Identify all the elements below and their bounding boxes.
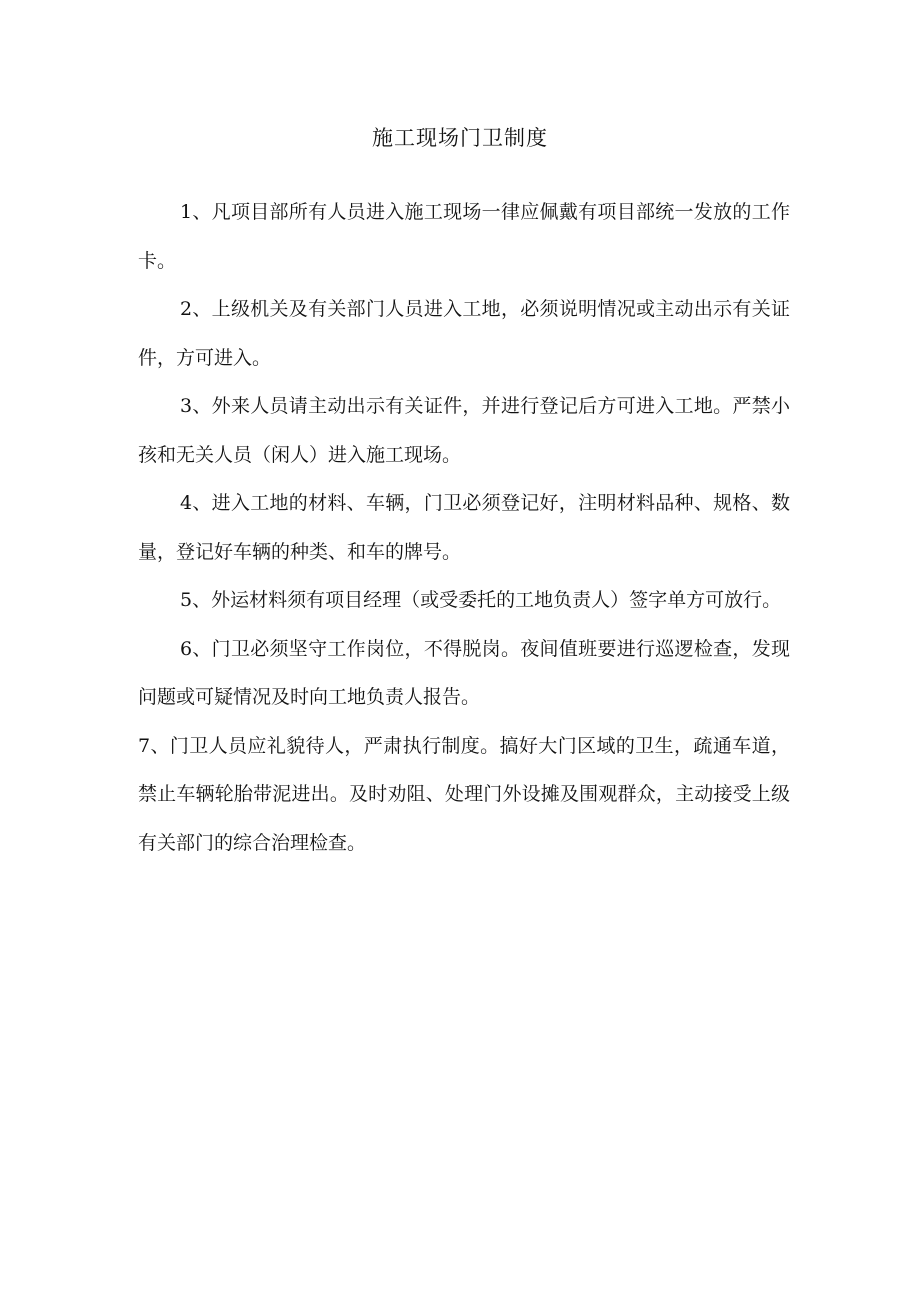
paragraph-3: 3、外来人员请主动出示有关证件，并进行登记后方可进入工地。严禁小孩和无关人员（闲人）进入施工现场。 bbox=[138, 395, 790, 466]
paragraph-2: 2、上级机关及有关部门人员进入工地，必须说明情况或主动出示有关证件，方可进入。 bbox=[138, 298, 790, 369]
paragraph-5: 5、外运材料须有项目经理（或受委托的工地负责人）签字单方可放行。 bbox=[180, 589, 782, 611]
paragraph-6: 6、门卫必须坚守工作岗位，不得脱岗。夜间值班要进行巡逻检查，发现问题或可疑情况及时向工地负责人报告。 bbox=[138, 637, 790, 708]
document-title: 施工现场门卫制度 bbox=[372, 126, 548, 150]
paragraph-7: 7、门卫人员应礼貌待人，严肃执行制度。搞好大门区域的卫生，疏通车道，禁止车辆轮胎带泥进出。及时劝阻、处理门外设摊及围观群众，主动接受上级有关部门的综合治理检查。 bbox=[138, 734, 790, 854]
paragraph-4: 4、进入工地的材料、车辆，门卫必须登记好，注明材料品种、规格、数量，登记好车辆的种类、和车的牌号。 bbox=[138, 492, 790, 563]
paragraph-1: 1、凡项目部所有人员进入施工现场一律应佩戴有项目部统一发放的工作卡。 bbox=[138, 201, 790, 272]
document-body bbox=[138, 188, 790, 867]
